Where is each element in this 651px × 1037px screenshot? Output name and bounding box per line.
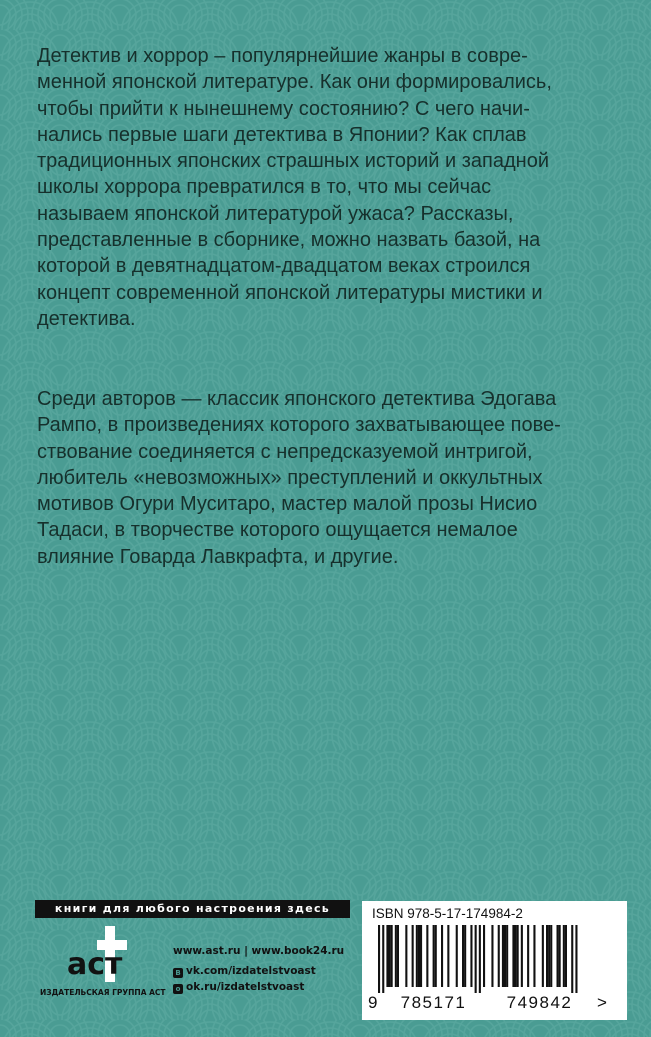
barcode-bar — [405, 925, 407, 987]
barcode-bar — [483, 925, 485, 987]
barcode-bar — [521, 925, 523, 987]
ok-icon: o — [173, 984, 183, 994]
barcode-arrow: > — [597, 993, 607, 1012]
isbn-label: ISBN 978-5-17-174984-2 — [372, 906, 523, 921]
barcode-bar — [416, 925, 418, 987]
text-line: чтобы прийти к нынешнему состоянию? С чего начи- — [37, 97, 530, 120]
description-paragraph-1 — [37, 43, 617, 332]
ok-link[interactable] — [173, 981, 304, 994]
barcode-bar — [533, 925, 535, 987]
vk-link-text: vk.com/izdatelstvoast — [186, 965, 316, 977]
barcode-bar — [475, 925, 477, 993]
barcode-bar — [548, 925, 550, 987]
barcode-bar — [464, 925, 466, 987]
websites-link[interactable]: www.ast.ru | www.book24.ru — [173, 945, 345, 957]
text-line: Среди авторов — классик японского детектива Эдогава — [37, 388, 557, 410]
barcode-bar — [504, 925, 506, 987]
logo-caption: ИЗДАТЕЛЬСКАЯ ГРУППА АСТ — [40, 988, 166, 997]
text-line: детектива. — [37, 307, 136, 330]
ast-logo-icon — [65, 922, 135, 984]
text-line: Детектив и хоррор – популярнейшие жанры в совре- — [37, 45, 528, 67]
barcode-bar — [563, 925, 565, 987]
tagline-banner: книги для любого настроения здесь — [35, 900, 350, 918]
barcode-bar — [391, 925, 393, 987]
text-line: которой в девятнадцатом-двадцатом веках строился — [37, 255, 531, 278]
barcode-bar — [550, 925, 552, 987]
barcode-bar — [515, 925, 517, 987]
barcode-bar — [575, 925, 577, 993]
barcode-bar — [382, 925, 384, 993]
barcode-bar — [470, 925, 472, 987]
barcode-bar — [418, 925, 420, 987]
barcode-bar — [420, 925, 422, 987]
barcode-bar — [542, 925, 544, 987]
text-line: любитель «невозможных» преступлений и оккультных — [37, 466, 543, 489]
barcode-bar — [462, 925, 464, 987]
barcode-bar — [378, 925, 380, 993]
text-line: менной японской литературе. Как они формировались, — [37, 71, 552, 94]
barcode-bar — [557, 925, 559, 987]
text-line: называем японской литературой ужаса? Рассказы, — [37, 202, 514, 225]
barcode-bar — [433, 925, 435, 987]
barcode-bar — [571, 925, 573, 993]
barcode-bar — [517, 925, 519, 987]
text-line: Рампо, в произведениях которого захватывающее пове- — [37, 414, 561, 437]
barcode-bar — [412, 925, 414, 987]
barcode-bar — [506, 925, 508, 987]
barcode-bar — [479, 925, 481, 993]
publisher-logo — [40, 920, 166, 1000]
barcode-bar — [397, 925, 399, 987]
ok-link-text: ok.ru/izdatelstvoast — [186, 981, 305, 993]
barcode-bar — [491, 925, 493, 987]
barcode-bar — [559, 925, 561, 987]
barcode-digit-first: 9 — [368, 993, 378, 1012]
barcode-bar — [512, 925, 514, 987]
barcode-bar — [565, 925, 567, 987]
barcode-digits-right: 749842 — [506, 993, 573, 1012]
text-line: Тадаси, в творчестве которого ощущается немалое — [37, 519, 518, 542]
text-line: школы хоррора превратился в то, что мы сейчас — [37, 176, 492, 199]
logo-text: аст — [67, 947, 123, 982]
barcode-bar — [395, 925, 397, 987]
barcode-digits-left: 785171 — [400, 993, 467, 1012]
barcode-bar — [502, 925, 504, 987]
text-line: представленные в сборнике, можно назвать базой, на — [37, 229, 541, 252]
barcode-bar — [447, 925, 449, 987]
barcode-bar — [435, 925, 437, 987]
vk-icon: B — [173, 968, 183, 978]
barcode — [378, 925, 593, 993]
barcode-bar — [498, 925, 500, 987]
text-line: концепт современной японской литературы мистики и — [37, 281, 543, 304]
vk-link[interactable] — [173, 965, 316, 978]
text-line: мотивов Огури Муситаро, мастер малой прозы Нисио — [37, 493, 538, 516]
barcode-bar — [426, 925, 428, 987]
barcode-bar — [527, 925, 529, 987]
barcode-bar — [456, 925, 458, 987]
barcode-bar — [441, 925, 443, 987]
isbn-barcode-box — [362, 901, 627, 1020]
text-line: традиционных японских страшных историй и западной — [37, 150, 549, 173]
barcode-bar — [546, 925, 548, 987]
text-line: ствование соединяется с непредсказуемой интригой, — [37, 440, 533, 463]
description-paragraph-2 — [37, 386, 617, 570]
text-line: нались первые шаги детектива в Японии? Как сплав — [37, 123, 527, 146]
text-line: влияние Говарда Лавкрафта, и другие. — [37, 545, 399, 568]
barcode-bar — [386, 925, 388, 987]
barcode-bar — [389, 925, 391, 987]
